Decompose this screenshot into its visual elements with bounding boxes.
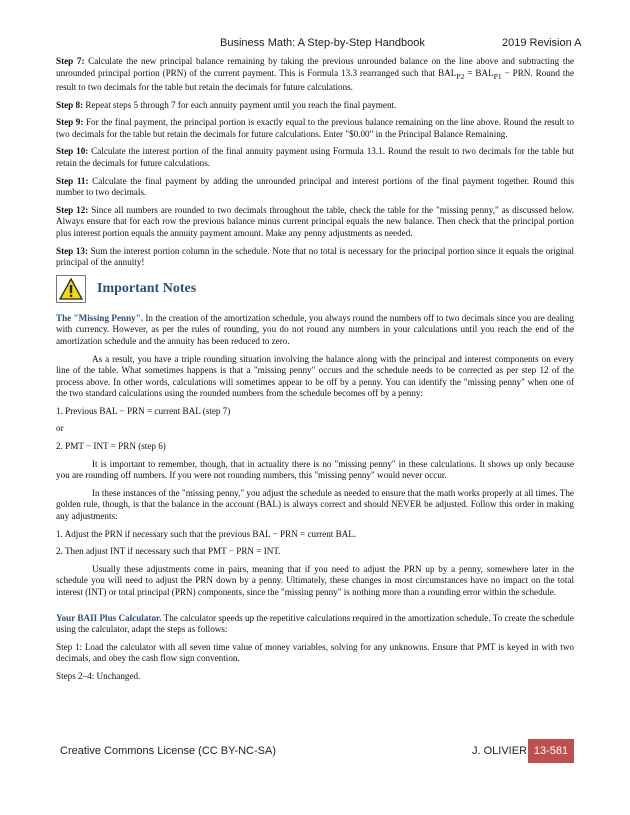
step-text: − PRN. Round the result to two decimals for the table but retain the decimals for future calculations.	[56, 67, 574, 93]
calculator-heading: Your BAII Plus Calculator.	[56, 612, 162, 623]
page-body	[56, 56, 574, 689]
adjustment-2: 2. Then adjust INT if necessary such that PMT − PRN = INT.	[56, 546, 281, 557]
missing-penny-heading: The "Missing Penny".	[56, 312, 144, 323]
step-7	[56, 56, 574, 94]
step-text: Calculate the final payment by adding the unrounded principal and interest portions of the final payment together. Round this number to two decimals.	[56, 175, 575, 198]
step-label: Step 11:	[56, 175, 89, 186]
subscript: P1	[493, 71, 502, 81]
subscript: P2	[456, 71, 465, 81]
calculation-2: 2. PMT − INT = PRN (step 6)	[56, 441, 166, 452]
page-number-badge: 13-581	[528, 739, 574, 763]
rounding-paragraph: It is important to remember, though, that in actuality there is no "missing penny" in these calculations. It shows up only because you are rounding off numbers. If you were not rounding numbers, this "missing penny" would never occur.	[56, 458, 574, 481]
step-text: For the final payment, the principal portion is exactly equal to the previous balance remaining on the line above. Round the result to two decimals for the table but retain the decimals for future calculations. Enter "$0.00" in the Principal Balance Remaining.	[56, 117, 574, 139]
missing-penny-paragraph: As a result, you have a triple rounding situation involving the balance along with the principal and interest components on every line of the table. What sometimes happens is that a "missing penny" occurs and the schedule needs to be corrected as per step 12 of the process above. In other words, calculations will sometimes appear to be off by a penny. You can identify the "missing penny" when one of the two standard calculations using the rounded numbers from the schedule becomes off by a penny:	[56, 353, 574, 399]
important-notes-heading	[56, 275, 574, 303]
step-text: Calculate the new principal balance remaining by taking the previous unrounded balance on the line above and subtracting the unrounded principal portion (PRN) of the current payment. This is Formula 13.3 rearranged such that BAL	[56, 56, 574, 78]
step-text: Calculate the interest portion of the final annuity payment using Formula 13.1. Round the result to two decimals for the table but retain the decimals for future calculations.	[56, 146, 574, 168]
step-text: Repeat steps 5 through 7 for each annuity payment until you reach the final payment.	[83, 99, 397, 110]
step-12	[56, 205, 574, 240]
step-13	[56, 246, 574, 269]
author-footer: J. OLIVIER	[472, 745, 528, 757]
calculator-steps-2-4: Steps 2–4: Unchanged.	[56, 670, 141, 681]
step-label: Step 12:	[56, 204, 89, 215]
running-header-title: Business Math: A Step-by-Step Handbook	[220, 37, 425, 49]
calculation-1: 1. Previous BAL − PRN = current BAL (step 7)	[56, 405, 231, 416]
step-8	[56, 100, 574, 112]
step-10	[56, 146, 574, 169]
step-label: Step 13:	[56, 245, 88, 256]
license-footer: Creative Commons License (CC BY-NC-SA)	[60, 745, 276, 757]
calculator-intro	[56, 613, 574, 636]
step-label: Step 8:	[56, 99, 84, 110]
warning-icon	[56, 275, 86, 303]
paragraph-text: The calculator speeds up the repetitive calculations required in the amortization schedule. To create the schedule using the calculator, adapt the steps as follows:	[56, 612, 574, 635]
step-9	[56, 117, 574, 140]
running-header-revision: 2019 Revision A	[502, 37, 582, 49]
step-text: Sum the interest portion column in the schedule. Note that no total is necessary for the principal portion since it equals the original principal of the annuity!	[56, 245, 574, 268]
golden-rule-paragraph: In these instances of the "missing penny," you adjust the schedule as needed to ensure that the math works properly at all times. The golden rule, though, is that the balance in the account (BAL) is always correct and should NEVER be adjusted. Follow this order in making any adjustments:	[56, 487, 574, 522]
step-text: = BAL	[464, 67, 494, 78]
missing-penny-intro	[56, 313, 574, 348]
or-separator: or	[56, 423, 64, 434]
step-label: Step 9:	[56, 117, 84, 128]
adjustment-1: 1. Adjust the PRN if necessary such that the previous BAL − PRN = current BAL.	[56, 528, 357, 539]
adjustments-pairs-paragraph: Usually these adjustments come in pairs, meaning that if you need to adjust the PRN up by a penny, somewhere later in the schedule you will need to adjust the PRN down by a penny. Ultimately, these changes in most circumstances have no impact on the total interest (INT) or total principal (PRN) components, since the "missing penny" is nothing more than a rounding error within the schedule.	[56, 563, 574, 598]
step-text: Since all numbers are rounded to two decimals throughout the table, check the table for the "missing penny," as discussed below. Always ensure that for each row the previous balance minus current principal equals the new balance. Then check that the principal portion plus interest portion equals the annuity payment amount. Make any penny adjustments as needed.	[56, 204, 574, 238]
step-label: Step 10:	[56, 146, 89, 157]
notes-title: Important Notes	[97, 280, 197, 296]
calculator-step-1: Step 1: Load the calculator with all seven time value of money variables, solving for any unknowns. Ensure that PMT is keyed in with two decimals, and obey the cash flow sign convention.	[56, 641, 574, 664]
step-label: Step 7:	[56, 56, 85, 66]
paragraph-text: In the creation of the amortization schedule, you always round the numbers off to two decimals since you are dealing with currency. However, as per the rules of rounding, you do not round any numbers in your calculations until you reach the end of the amortization schedule and the annuity has been reduced to zero.	[56, 312, 574, 346]
step-11	[56, 176, 574, 199]
